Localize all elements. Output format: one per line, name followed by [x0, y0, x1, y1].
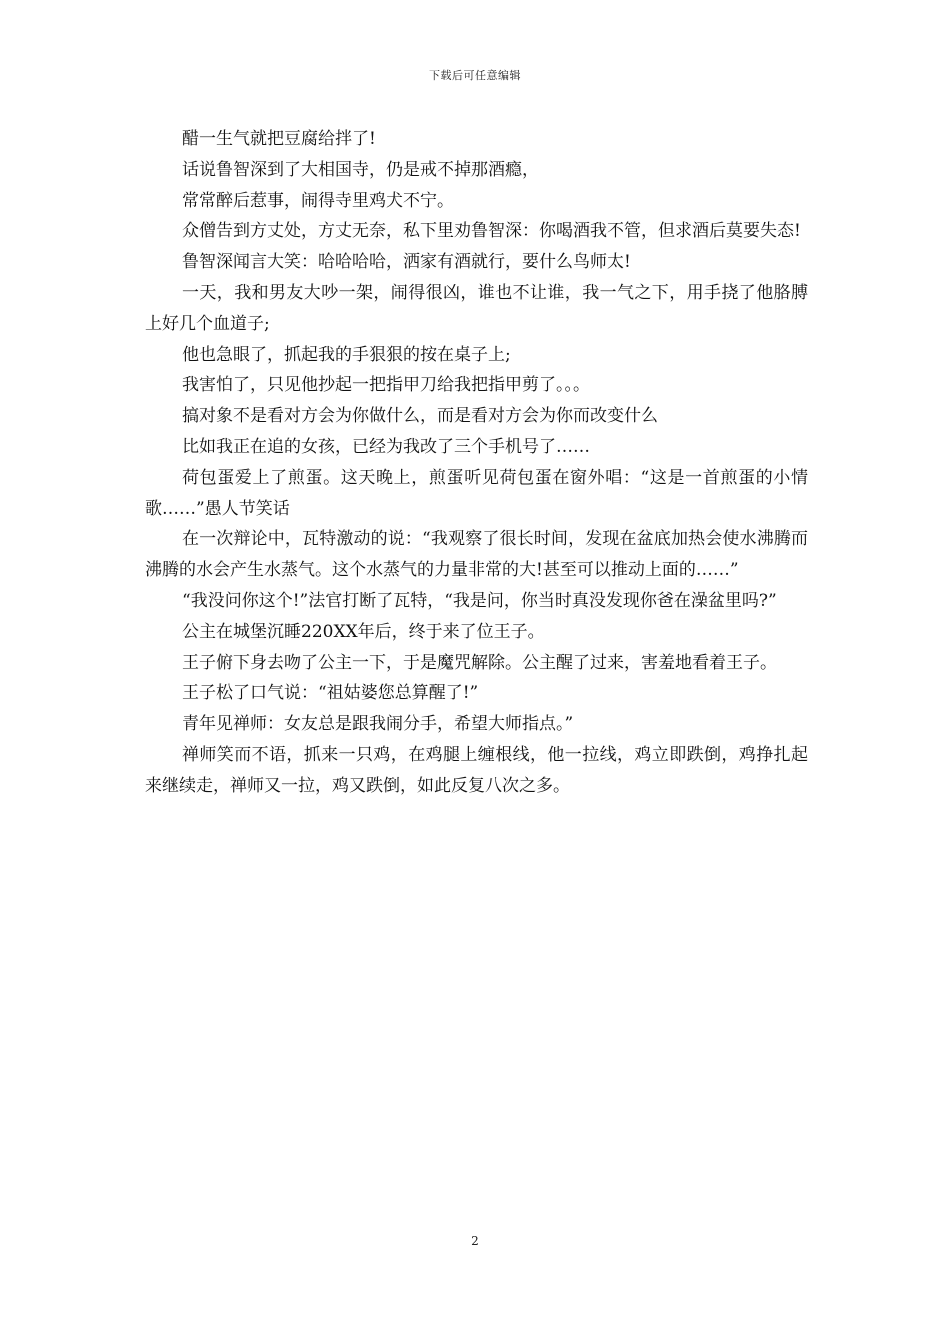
paragraph: 话说鲁智深到了大相国寺，仍是戒不掉那酒瘾， [182, 159, 539, 180]
paragraph: 公主在城堡沉睡220XX年后，终于来了位王子。 [182, 621, 545, 642]
paragraph: 他也急眼了，抓起我的手狠狠的按在桌子上; [182, 344, 511, 365]
paragraph: 一天，我和男友大吵一架，闹得很凶，谁也不让谁，我一气之下，用手挠了他胳膊上好几个血道子; [145, 282, 808, 334]
paragraph: 醋一生气就把豆腐给拌了! [182, 129, 376, 149]
paragraph: “我没问你这个!”法官打断了瓦特，“我是问，你当时真没发现你爸在澡盆里吗?” [182, 590, 777, 611]
paragraph: 众僧告到方丈处，方丈无奈，私下里劝鲁智深：你喝酒我不管，但求酒后莫要失态! [182, 221, 801, 242]
paragraph: 在一次辩论中，瓦特激动的说：“我观察了很长时间，发现在盆底加热会使水沸腾而沸腾的水会产生水蒸气。这个水蒸气的力量非常的大!甚至可以推动上面的……” [145, 529, 808, 581]
paragraph: 搞对象不是看对方会为你做什么，而是看对方会为你而改变什么 [182, 406, 658, 427]
document-body [145, 124, 808, 802]
paragraph: 青年见禅师：女友总是跟我闹分手，希望大师指点。” [182, 714, 574, 735]
paragraph: 禅师笑而不语，抓来一只鸡，在鸡腿上缠根线，他一拉线，鸡立即跌倒，鸡挣扎起来继续走，禅师又一拉，鸡又跌倒，如此反复八次之多。 [145, 744, 808, 796]
paragraph: 鲁智深闻言大笑：哈哈哈哈，洒家有酒就行，要什么鸟师太! [182, 252, 631, 273]
paragraph: 常常醉后惹事，闹得寺里鸡犬不宁。 [182, 190, 454, 211]
paragraph: 王子松了口气说：“祖姑婆您总算醒了!” [182, 683, 479, 704]
paragraph: 王子俯下身去吻了公主一下，于是魔咒解除。公主醒了过来，害羞地看着王子。 [182, 652, 777, 673]
paragraph: 比如我正在追的女孩，已经为我改了三个手机号了…… [182, 436, 590, 457]
paragraph: 我害怕了，只见他抄起一把指甲刀给我把指甲剪了。。。 [182, 375, 590, 396]
paragraph: 荷包蛋爱上了煎蛋。这天晚上，煎蛋听见荷包蛋在窗外唱：“这是一首煎蛋的小情歌……”愚人节笑话 [145, 467, 808, 519]
page-number: 2 [471, 1234, 479, 1248]
page-header: 下载后可任意编辑 [429, 69, 521, 82]
